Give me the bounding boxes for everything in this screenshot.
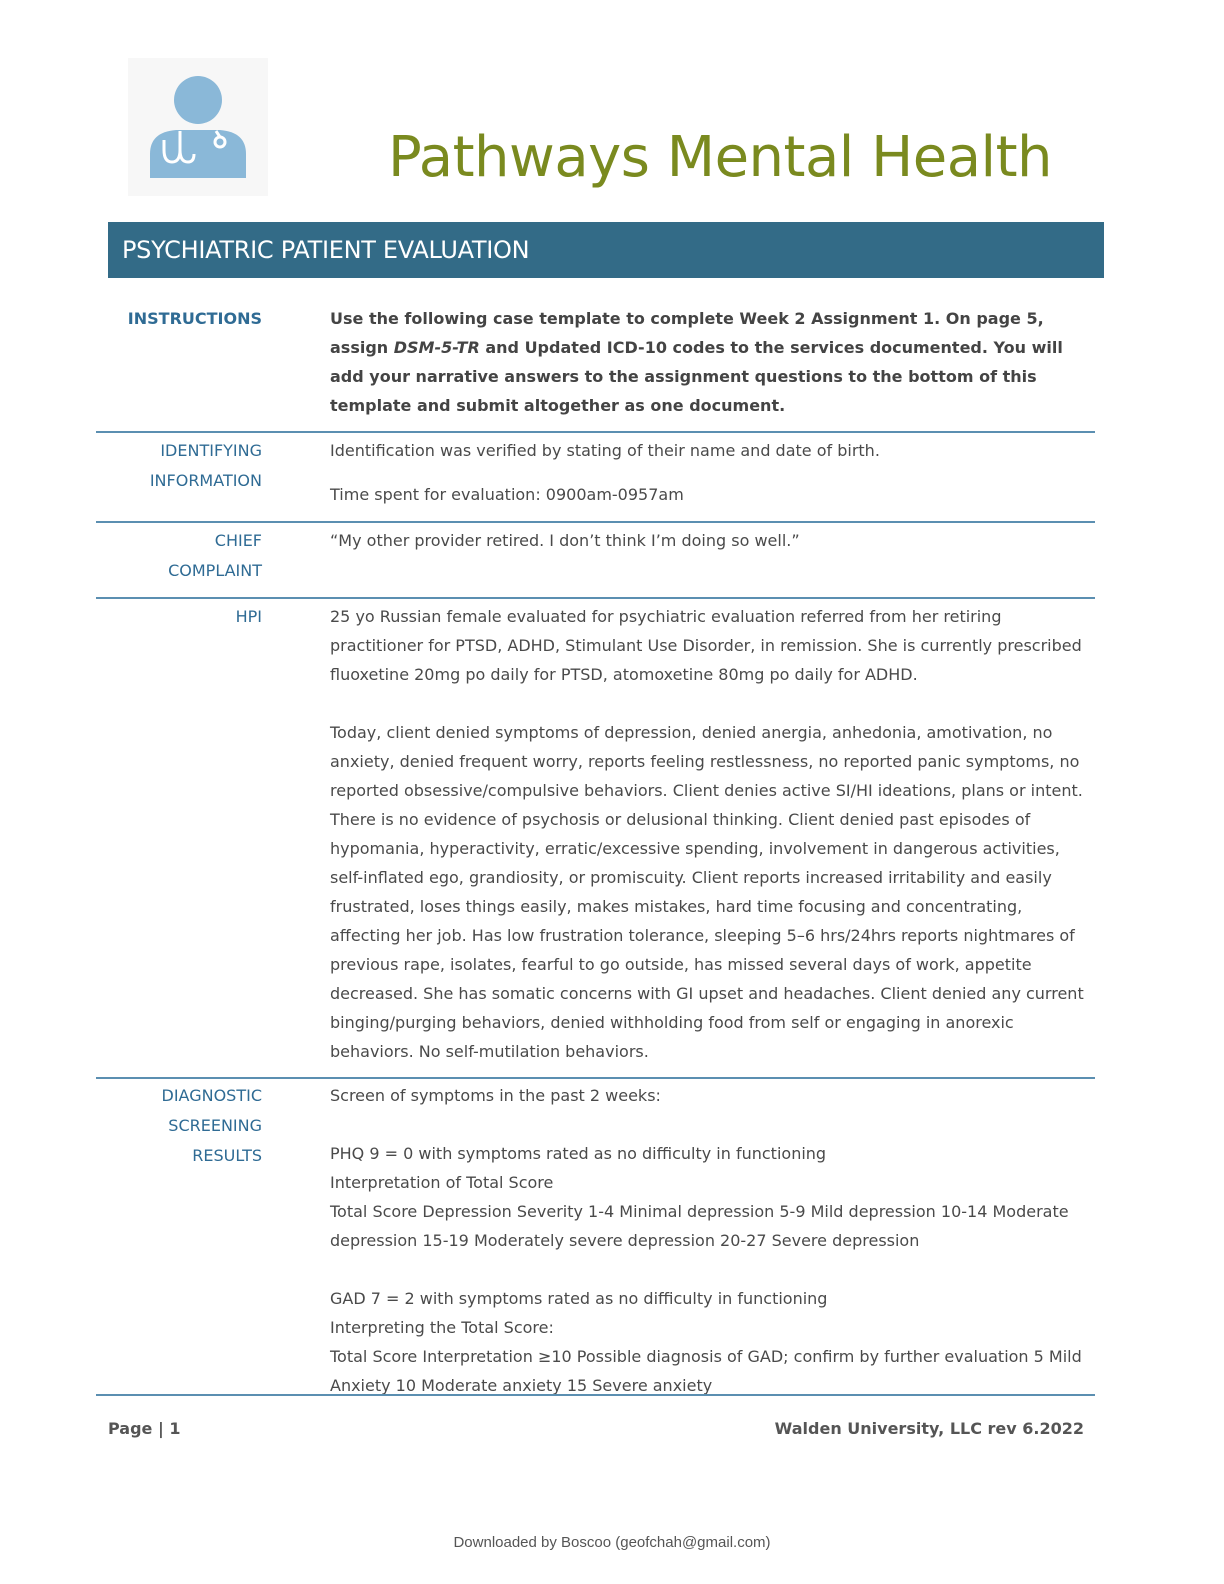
diagnostic-label-line3: RESULTS [192,1146,262,1165]
diagnostic-intro: Screen of symptoms in the past 2 weeks: [330,1086,661,1105]
gad-line: GAD 7 = 2 with symptoms rated as no difficulty in functioning [330,1289,828,1308]
hpi-paragraph-2: Today, client denied symptoms of depression, denied anergia, anhedonia, amotivation, no anxiety, denied frequent worry, reports feeling restlessness, no reported panic symptoms, no reported obsessive/compulsive behaviors. Client denies active SI/HI ideations, plans or intent. There is no evidence of psychosis or delusional thinking. Client denied past episodes of hypomania, hyperactivity, erratic/excessive spending, involvement in dangerous activities, self-inflated ego, grandiosity, or promiscuity. Client reports increased irritability and easily frustrated, loses things easily, makes mistakes, hard time focusing and concentrating, affecting her job. Has low frustration tolerance, sleeping 5–6 hrs/24hrs reports nightmares of previous rape, isolates, fearful to go outside, has missed several days of work, appetite decreased. She has somatic concerns with GI upset and headaches. Client denied any current binging/purging behaviors, denied withholding food from self or engaging in anorexic behaviors. No self-mutilation behaviors. [330,723,1084,1061]
download-notice: Downloaded by Boscoo (geofchah@gmail.com) [453,1534,771,1551]
phq-interp-heading: Interpretation of Total Score [330,1173,554,1192]
hpi-paragraph-1: 25 yo Russian female evaluated for psychiatric evaluation referred from her retiring practitioner for PTSD, ADHD, Stimulant Use Disorder, in remission. She is currently prescribed fluoxetine 20mg po daily for PTSD, atomoxetine 80mg po daily for ADHD. [330,607,1082,684]
instructions-text-italic: DSM-5-TR [393,338,480,357]
instructions-section [96,304,1095,428]
hpi-section [96,602,1095,1076]
gad-interp-heading: Interpreting the Total Score: [330,1318,554,1337]
identifying-label-line1: IDENTIFYING [160,441,262,460]
identifying-section [96,436,1095,520]
section-divider [96,521,1095,523]
chief-complaint-text: “My other provider retired. I don’t think I’m doing so well.” [330,531,800,550]
instructions-label: INSTRUCTIONS [127,309,262,328]
section-divider [96,1394,1095,1396]
section-banner [108,222,1104,278]
diagnostic-label-line1: DIAGNOSTIC [161,1086,262,1105]
banner-title: PSYCHIATRIC PATIENT EVALUATION [122,236,530,264]
section-divider [96,431,1095,433]
instructions-text-b: and Updated ICD-10 codes to the services documented. You will add your narrative answers to the assignment questions to the bottom of this template and submit altogether as one document. [330,338,1063,415]
identifying-line2: Time spent for evaluation: 0900am-0957am [330,485,684,504]
diagnostic-section [96,1081,1095,1393]
hpi-content [330,602,1090,1066]
chief-complaint-section [96,526,1095,596]
identifying-line1: Identification was verified by stating of their name and date of birth. [330,441,880,460]
section-divider [96,1077,1095,1079]
doctor-stethoscope-icon [128,58,268,196]
identifying-label-line2: INFORMATION [149,471,262,490]
phq-line: PHQ 9 = 0 with symptoms rated as no difficulty in functioning [330,1144,827,1163]
hpi-label: HPI [235,607,262,626]
chief-complaint-label-line2: COMPLAINT [168,561,262,580]
section-divider [96,597,1095,599]
revision-note: Walden University, LLC rev 6.2022 [774,1419,1084,1438]
instructions-text-a: Use the following case template to complete Week 2 Assignment 1. On page 5, assign [330,309,1044,357]
diagnostic-label-line2: SCREENING [168,1116,262,1135]
gad-interp: Total Score Interpretation ≥10 Possible diagnosis of GAD; confirm by further evaluation 5 Mild Anxiety 10 Moderate anxiety 15 Severe anxiety [330,1347,1082,1395]
diagnostic-content [330,1081,1090,1400]
page-title: Pathways Mental Health [388,125,1053,190]
logo [128,58,268,196]
page-number: Page | 1 [108,1419,181,1438]
chief-complaint-label-line1: CHIEF [214,531,262,550]
instructions-text [330,304,1082,420]
phq-interp: Total Score Depression Severity 1-4 Minimal depression 5-9 Mild depression 10-14 Moderate depression 15-19 Moderately severe depression 20-27 Severe depression [330,1202,1069,1250]
